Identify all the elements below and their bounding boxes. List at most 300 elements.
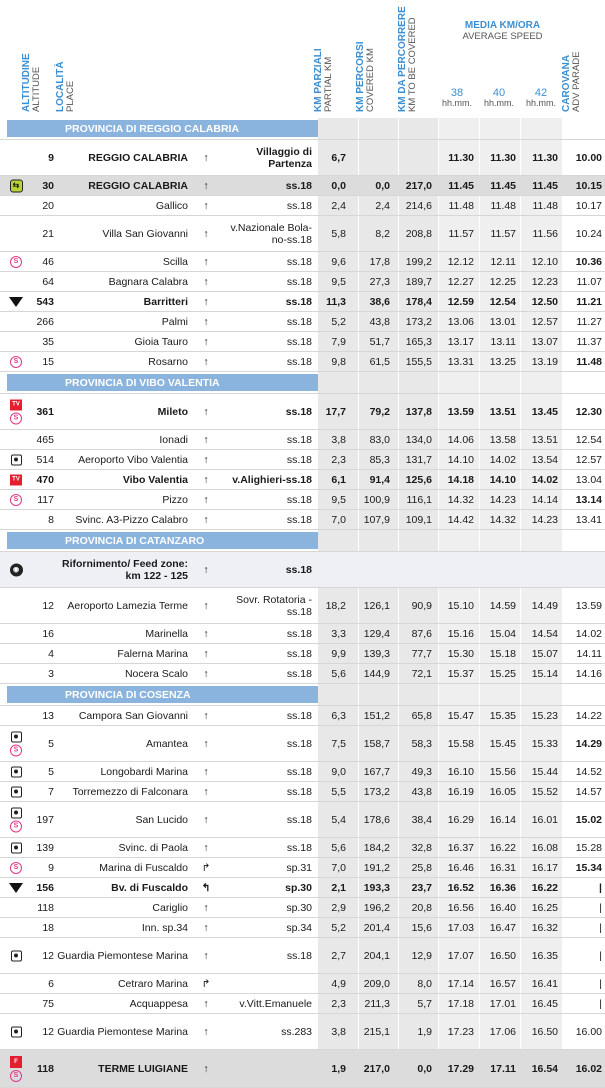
time-38-cell: 15.37: [447, 667, 474, 680]
direction-cell: ↑: [203, 473, 209, 486]
altitude-cell: 361: [36, 405, 54, 418]
place-cell: Bagnara Calabra: [108, 275, 188, 288]
row-icons: [9, 297, 23, 307]
time-42-cell: 16.35: [531, 949, 558, 962]
speed-38-header: 38 hh.mm.: [441, 87, 472, 108]
time-40-cell: 16.31: [489, 861, 516, 874]
province-label: PROVINCIA DI VIBO VALENTIA: [7, 374, 318, 391]
km-to-cover-cell: 90,9: [411, 599, 432, 612]
altitude-cell: 21: [42, 227, 54, 240]
caravan-time-cell: |: [599, 977, 602, 990]
direction-cell: ↑: [203, 513, 209, 526]
covered-km-cell: 51,7: [369, 335, 390, 348]
covered-km-cell: 83,0: [369, 433, 390, 446]
km-to-cover-cell: 65,8: [411, 709, 432, 722]
caravan-time-cell: |: [599, 997, 602, 1010]
altitude-cell: 514: [36, 453, 54, 466]
partial-km-cell: 9,5: [331, 275, 346, 288]
direction-cell: ↑: [203, 785, 209, 798]
place-cell: Svinc. di Paola: [118, 841, 188, 854]
km-to-cover-cell: 49,3: [411, 765, 432, 778]
covered-km-cell: 215,1: [363, 1025, 390, 1038]
km-to-cover-cell: 15,6: [411, 921, 432, 934]
altitude-cell: 156: [36, 881, 54, 894]
time-38-cell: 11.57: [448, 227, 474, 240]
time-38-cell: 15.30: [447, 647, 474, 660]
place-cell: Inn. sp.34: [141, 921, 188, 934]
km-to-cover-cell: 8,0: [417, 977, 432, 990]
table-row: [0, 938, 605, 974]
direction-cell: ↑: [203, 901, 209, 914]
direction-cell: ↑: [203, 295, 209, 308]
time-38-cell: 11.48: [448, 199, 474, 212]
caravan-time-cell: 15.34: [575, 861, 602, 874]
time-42-cell: 13.07: [531, 335, 558, 348]
altitude-cell: 3: [48, 667, 54, 680]
landmark-icon: [11, 842, 22, 853]
time-42-cell: 15.23: [531, 709, 558, 722]
altitude-cell: 13: [42, 709, 54, 722]
sprint-icon: S: [10, 820, 22, 832]
km-to-cover-cell: 189,7: [405, 275, 432, 288]
place-cell: San Lucido: [135, 813, 188, 826]
time-42-cell: 16.17: [531, 861, 558, 874]
road-cell: ss.18: [286, 627, 312, 640]
time-42-cell: 12.50: [531, 295, 558, 308]
caravan-time-cell: 16.00: [575, 1025, 602, 1038]
table-row: [0, 332, 605, 352]
sprint-icon: S: [10, 1070, 22, 1082]
covered-km-cell: 173,2: [363, 785, 390, 798]
time-42-cell: 16.32: [531, 921, 558, 934]
covered-km-cell: 204,1: [363, 949, 390, 962]
partial-km-cell: 2,3: [331, 997, 346, 1010]
time-42-cell: 12.57: [531, 315, 558, 328]
time-40-cell: 11.57: [490, 227, 516, 240]
caravan-time-cell: 10.17: [575, 199, 602, 212]
time-42-cell: 11.56: [532, 227, 558, 240]
km-to-cover-cell: 165,3: [405, 335, 432, 348]
time-38-cell: 12.27: [447, 275, 474, 288]
partial-km-cell: 9,5: [331, 493, 346, 506]
road-cell: ss.18: [285, 295, 312, 308]
time-38-cell: 16.19: [447, 785, 474, 798]
table-row: [0, 470, 605, 490]
table-row: [0, 918, 605, 938]
direction-cell: ↑: [203, 949, 209, 962]
route-table: [0, 118, 605, 1088]
road-cell: ss.18: [286, 765, 312, 778]
partial-km-cell: 7,5: [331, 737, 346, 750]
time-38-cell: 14.42: [447, 513, 474, 526]
place-cell: Marinella: [145, 627, 188, 640]
road-cell: ss.18: [286, 255, 312, 268]
place-cell: Svinc. A3-Pizzo Calabro: [75, 513, 188, 526]
place-cell: Longobardi Marina: [100, 765, 188, 778]
sprint-icon: S: [10, 412, 22, 424]
altitude-cell: 465: [36, 433, 54, 446]
partial-km-cell: 5,5: [331, 785, 346, 798]
table-row: [0, 726, 605, 762]
covered-km-cell: 217,0: [363, 1062, 390, 1075]
table-row: [0, 292, 605, 312]
time-38-cell: 15.16: [447, 627, 474, 640]
caravan-time-cell: 14.57: [575, 785, 602, 798]
place-cell: Rosarno: [148, 355, 188, 368]
place-cell: Ionadi: [159, 433, 188, 446]
road-cell: ss.18: [286, 949, 312, 962]
place-cell: Aeroporto Lamezia Terme: [67, 599, 188, 612]
place-cell: Gallico: [155, 199, 188, 212]
altitude-cell: 6: [48, 977, 54, 990]
altitude-cell: 12: [42, 599, 54, 612]
partial-km-cell: 17,7: [325, 405, 346, 418]
place-cell: Guardia Piemontese Marina: [57, 1025, 188, 1038]
covered-km-cell: 17,8: [369, 255, 390, 268]
covered-km-cell: 178,6: [363, 813, 390, 826]
altitude-cell: 118: [37, 901, 54, 914]
road-cell: sp.30: [286, 901, 312, 914]
road-cell: v.Nazionale Bola-no-ss.18: [230, 221, 312, 246]
sprint-icon: S: [10, 862, 22, 874]
place-cell: Vibo Valentia: [122, 473, 188, 486]
altitude-cell: 5: [48, 737, 54, 750]
time-40-cell: 16.14: [489, 813, 516, 826]
caravan-time-cell: 13.14: [575, 493, 602, 506]
time-40-cell: 11.45: [490, 179, 516, 192]
time-42-cell: 11.45: [532, 179, 558, 192]
table-row: [0, 1014, 605, 1050]
province-header: [0, 684, 605, 706]
km-to-cover-cell: 109,1: [405, 513, 432, 526]
km-to-cover-cell: 38,4: [411, 813, 432, 826]
time-42-cell: 13.54: [531, 453, 558, 466]
covered-km-cell: 193,3: [363, 881, 390, 894]
caravan-header: CAROVANA ADV PARADE: [561, 51, 582, 112]
table-row: [0, 140, 605, 176]
partial-km-cell: 2,4: [331, 199, 346, 212]
time-38-cell: 14.10: [447, 453, 474, 466]
partial-km-cell: 3,3: [331, 627, 346, 640]
place-cell: Barritteri: [143, 295, 188, 308]
time-42-cell: 16.41: [531, 977, 558, 990]
partial-km-cell: 11,3: [326, 295, 346, 308]
time-40-cell: 17.06: [489, 1025, 516, 1038]
time-40-cell: 11.30: [490, 151, 516, 164]
direction-cell: ↑: [203, 227, 209, 240]
direction-cell: ↑: [203, 599, 209, 612]
landmark-icon: [11, 950, 22, 961]
altitude-cell: 9: [48, 151, 54, 164]
table-row: [0, 898, 605, 918]
time-42-cell: 13.45: [531, 405, 558, 418]
caravan-time-cell: 10.24: [575, 227, 602, 240]
road-cell: sp.34: [286, 921, 312, 934]
km-to-cover-cell: 125,6: [405, 473, 432, 486]
place-cell: TERME LUIGIANE: [98, 1062, 188, 1075]
table-header: [0, 0, 605, 118]
place-cell: Torremezzo di Falconara: [72, 785, 188, 798]
altitude-cell: 7: [48, 785, 54, 798]
time-40-cell: 15.35: [489, 709, 516, 722]
altitude-cell: 543: [36, 295, 54, 308]
table-row: [0, 974, 605, 994]
covered-km-cell: 61,5: [369, 355, 390, 368]
caravan-time-cell: |: [599, 921, 602, 934]
time-42-cell: 16.22: [531, 881, 558, 894]
direction-cell: ↑: [203, 737, 209, 750]
road-cell: v.Alighieri-ss.18: [232, 473, 312, 486]
time-42-cell: 16.08: [531, 841, 558, 854]
road-cell: Villaggio di Partenza: [256, 145, 312, 170]
time-42-cell: 14.23: [531, 513, 558, 526]
table-row: [0, 624, 605, 644]
row-icons: [9, 494, 23, 506]
landmark-icon: [11, 766, 22, 777]
caravan-time-cell: 14.16: [575, 667, 602, 680]
direction-cell: ↑: [203, 453, 209, 466]
time-40-cell: 13.25: [489, 355, 516, 368]
table-row: [0, 802, 605, 838]
time-38-cell: 12.59: [447, 295, 474, 308]
time-40-cell: 16.50: [489, 949, 516, 962]
province-header: [0, 118, 605, 140]
place-cell: Gioia Tauro: [134, 335, 188, 348]
average-speed-header: MEDIA KM/ORA AVERAGE SPEED: [462, 20, 543, 42]
road-cell: ss.18: [286, 709, 312, 722]
direction-cell: ↑: [203, 355, 209, 368]
road-cell: ss.18: [286, 785, 312, 798]
altitude-cell: 20: [42, 199, 54, 212]
partial-km-cell: 2,7: [331, 949, 346, 962]
partial-km-cell: 3,8: [331, 433, 346, 446]
time-38-cell: 13.59: [447, 405, 474, 418]
place-cell: Marina di Fuscaldo: [99, 861, 188, 874]
time-40-cell: 14.59: [489, 599, 516, 612]
row-icons: [9, 1026, 23, 1037]
place-cell: Cetraro Marina: [117, 977, 188, 990]
covered-km-cell: 107,9: [363, 513, 390, 526]
caravan-time-cell: 11.21: [576, 295, 602, 308]
time-40-cell: 12.25: [489, 275, 516, 288]
table-row: [0, 838, 605, 858]
direction-cell: ↑: [203, 335, 209, 348]
table-row: [0, 878, 605, 898]
partial-km-cell: 5,2: [331, 921, 346, 934]
covered-km-header: KM PERCORSI COVERED KM: [355, 41, 376, 112]
direction-cell: ↑: [203, 405, 209, 418]
altitude-cell: 266: [36, 315, 54, 328]
partial-km-cell: 5,6: [331, 841, 346, 854]
time-38-cell: 16.52: [447, 881, 474, 894]
km-to-cover-cell: 178,4: [405, 295, 432, 308]
table-row: [0, 782, 605, 802]
time-42-cell: 11.30: [532, 151, 558, 164]
direction-cell: ↑: [203, 255, 209, 268]
province-header: [0, 530, 605, 552]
table-row: [0, 430, 605, 450]
time-40-cell: 16.47: [489, 921, 516, 934]
feed-zone-icon: ◉: [10, 563, 23, 576]
road-cell: ss.18: [286, 453, 312, 466]
time-40-cell: 14.32: [489, 513, 516, 526]
row-icons: [9, 356, 23, 368]
place-cell: Campora San Giovanni: [78, 709, 188, 722]
table-row: [0, 312, 605, 332]
caravan-time-cell: 11.37: [576, 335, 602, 348]
place-cell: Scilla: [162, 255, 188, 268]
time-38-cell: 15.10: [447, 599, 474, 612]
partial-km-cell: 0,0: [331, 179, 346, 192]
time-40-cell: 15.56: [489, 765, 516, 778]
covered-km-cell: 38,6: [369, 295, 390, 308]
altitude-cell: 117: [37, 493, 54, 506]
row-icons: [9, 883, 23, 893]
road-cell: ss.18: [286, 667, 312, 680]
direction-cell: ↑: [203, 199, 209, 212]
caravan-time-cell: |: [599, 881, 602, 894]
road-cell: ss.18: [286, 513, 312, 526]
climb-icon: [9, 883, 23, 893]
caravan-time-cell: 14.22: [575, 709, 602, 722]
time-42-cell: 16.54: [531, 1062, 558, 1075]
altitude-cell: 197: [36, 813, 54, 826]
road-cell: ss.18: [286, 315, 312, 328]
landmark-icon: [11, 454, 22, 465]
time-38-cell: 11.30: [448, 151, 474, 164]
road-cell: ss.18: [286, 737, 312, 750]
time-42-cell: 15.33: [531, 737, 558, 750]
covered-km-cell: 27,3: [369, 275, 390, 288]
speed-42-header: 42 hh.mm.: [525, 87, 556, 108]
direction-cell: ↱: [201, 977, 211, 990]
altitude-cell: 12: [42, 1025, 54, 1038]
time-40-cell: 11.48: [490, 199, 516, 212]
time-40-cell: 13.11: [490, 335, 516, 348]
partial-km-cell: 7,0: [331, 513, 346, 526]
km-to-cover-cell: 43,8: [411, 785, 432, 798]
partial-km-cell: 2,1: [331, 881, 346, 894]
km-to-cover-cell: 72,1: [411, 667, 432, 680]
altitude-cell: 46: [42, 255, 54, 268]
altitude-cell: 8: [48, 513, 54, 526]
direction-cell: ↑: [203, 1062, 209, 1075]
row-icons: [9, 862, 23, 874]
altitude-cell: 35: [42, 335, 54, 348]
road-cell: ss.18: [286, 813, 312, 826]
partial-km-cell: 9,0: [331, 765, 346, 778]
time-40-cell: 15.25: [489, 667, 516, 680]
altitude-cell: 9: [48, 861, 54, 874]
road-cell: v.Vitt.Emanuele: [239, 997, 312, 1010]
place-header: LOCALITÀ PLACE: [55, 61, 76, 112]
table-row: [0, 588, 605, 624]
time-42-cell: 15.07: [531, 647, 558, 660]
time-42-cell: 15.44: [531, 765, 558, 778]
time-38-cell: 16.10: [447, 765, 474, 778]
time-40-cell: 16.40: [489, 901, 516, 914]
km-to-cover-cell: 0,0: [417, 1062, 432, 1075]
time-42-cell: 11.48: [532, 199, 558, 212]
km-to-cover-cell: 12,9: [411, 949, 432, 962]
partial-km-cell: 6,3: [331, 709, 346, 722]
km-to-cover-cell: 77,7: [411, 647, 432, 660]
covered-km-cell: 8,2: [375, 227, 390, 240]
row-icons: [9, 454, 23, 465]
partial-km-cell: 5,4: [331, 813, 346, 826]
caravan-time-cell: 14.02: [575, 627, 602, 640]
time-38-cell: 11.45: [448, 179, 474, 192]
row-icons: [9, 786, 23, 797]
table-row: [0, 196, 605, 216]
road-cell: sp.31: [286, 861, 312, 874]
time-38-cell: 16.37: [447, 841, 474, 854]
caravan-time-cell: 15.02: [575, 813, 602, 826]
time-42-cell: 16.50: [531, 1025, 558, 1038]
time-40-cell: 12.54: [489, 295, 516, 308]
altitude-cell: 18: [42, 921, 54, 934]
km-to-cover-cell: 131,7: [405, 453, 432, 466]
time-38-cell: 17.03: [447, 921, 474, 934]
time-42-cell: 16.25: [531, 901, 558, 914]
caravan-time-cell: 12.30: [575, 405, 602, 418]
place-cell: REGGIO CALABRIA: [88, 151, 188, 164]
time-40-cell: 16.36: [489, 881, 516, 894]
altitude-cell: 15: [42, 355, 54, 368]
covered-km-cell: 211,3: [364, 997, 390, 1010]
road-cell: ss.18: [285, 405, 312, 418]
tv-icon: TV: [10, 474, 22, 485]
time-42-cell: 12.23: [531, 275, 558, 288]
time-42-cell: 12.10: [531, 255, 558, 268]
direction-cell: ↱: [201, 861, 211, 874]
tv-icon: TV: [10, 399, 22, 410]
partial-km-cell: 9,6: [331, 255, 346, 268]
covered-km-cell: 43,8: [369, 315, 390, 328]
province-label: PROVINCIA DI CATANZARO: [7, 532, 318, 549]
row-icons: [9, 807, 23, 832]
time-42-cell: 14.54: [531, 627, 558, 640]
direction-cell: ↑: [203, 1025, 209, 1038]
time-40-cell: 13.01: [489, 315, 516, 328]
sprint-icon: S: [10, 256, 22, 268]
direction-cell: ↑: [203, 627, 209, 640]
row-icons: [9, 563, 23, 576]
place-cell: Rifornimento/ Feed zone: km 122 - 125: [62, 557, 188, 582]
time-40-cell: 14.10: [489, 473, 516, 486]
row-icons: [9, 256, 23, 268]
time-38-cell: 17.23: [447, 1025, 474, 1038]
caravan-time-cell: 10.36: [575, 255, 602, 268]
landmark-icon: [11, 731, 22, 742]
direction-cell: ↑: [203, 563, 209, 576]
covered-km-cell: 196,2: [363, 901, 390, 914]
table-row: [0, 252, 605, 272]
row-icons: [9, 731, 23, 756]
time-42-cell: 16.01: [531, 813, 558, 826]
caravan-time-cell: |: [599, 901, 602, 914]
table-row: [0, 176, 605, 196]
caravan-time-cell: 11.07: [576, 275, 602, 288]
sprint-icon: S: [10, 356, 22, 368]
direction-cell: ↑: [203, 921, 209, 934]
direction-cell: ↑: [203, 315, 209, 328]
direction-cell: ↑: [203, 813, 209, 826]
place-cell: Mileto: [157, 405, 188, 418]
table-row: [0, 352, 605, 372]
table-row: [0, 394, 605, 430]
caravan-time-cell: 13.59: [575, 599, 602, 612]
